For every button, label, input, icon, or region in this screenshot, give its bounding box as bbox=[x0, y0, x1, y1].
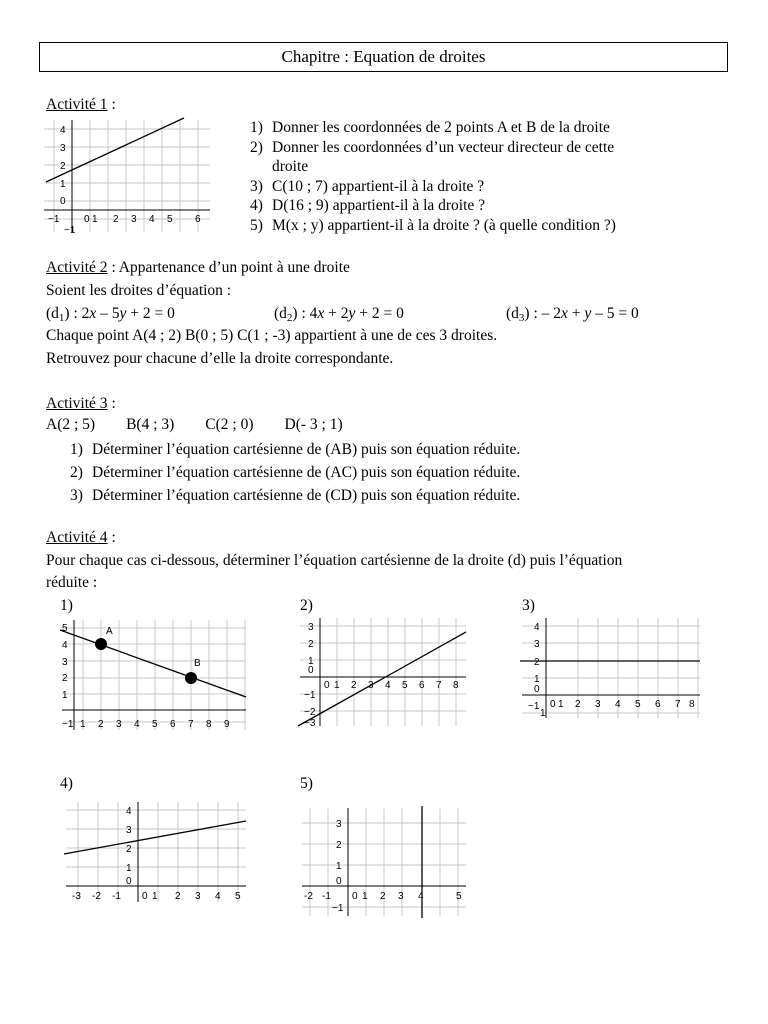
svg-text:0: 0 bbox=[308, 665, 314, 676]
svg-text:−1: −1 bbox=[332, 903, 344, 914]
svg-text:7: 7 bbox=[436, 680, 442, 691]
svg-text:7: 7 bbox=[188, 719, 194, 730]
activity4-line1: Pour chaque cas ci-dessous, déterminer l’équation cartésienne de la droite (d) puis l’équation bbox=[46, 552, 623, 569]
activity2-points: Chaque point A(4 ; 2) B(0 ; 5) C(1 ; -3) appartient à une de ces 3 droites. bbox=[46, 327, 498, 344]
case-label-4: 4) bbox=[60, 775, 73, 792]
svg-text:7: 7 bbox=[675, 699, 681, 710]
activity4-line2: réduite : bbox=[46, 574, 98, 591]
equation-d2: $(d_2)$ : 4x + 2y + 2 = 0 bbox=[274, 305, 404, 324]
svg-text:4: 4 bbox=[534, 622, 540, 633]
svg-text:0: 0 bbox=[60, 196, 66, 207]
svg-text:0: 0 bbox=[126, 876, 132, 887]
svg-text:2: 2 bbox=[336, 840, 342, 851]
graph-case-2 bbox=[296, 616, 468, 728]
svg-text:-2: -2 bbox=[92, 891, 101, 902]
activity2-heading: Activité 2 : Appartenance d’un point à une droite bbox=[46, 259, 350, 276]
svg-text:3: 3 bbox=[308, 622, 314, 633]
svg-text:2: 2 bbox=[62, 673, 68, 684]
question-2-cont: droite bbox=[272, 158, 309, 175]
svg-text:2: 2 bbox=[351, 680, 357, 691]
svg-text:0: 0 bbox=[324, 680, 330, 691]
svg-text:6: 6 bbox=[170, 719, 176, 730]
svg-text:0: 0 bbox=[142, 891, 148, 902]
svg-text:2: 2 bbox=[308, 639, 314, 650]
question-2: 2) Donner les coordonnées d’un vecteur directeur de cette bbox=[250, 138, 615, 156]
svg-text:4: 4 bbox=[615, 699, 621, 710]
svg-text:3: 3 bbox=[534, 639, 540, 650]
line-d bbox=[298, 632, 466, 726]
svg-text:2: 2 bbox=[60, 161, 66, 172]
equation-d3: $(d_3)$ : – 2x + y – 5 = 0 bbox=[506, 305, 639, 324]
svg-text:4: 4 bbox=[418, 891, 424, 902]
page-title: Chapitre : Equation de droites bbox=[39, 42, 728, 72]
svg-text:−1: −1 bbox=[528, 701, 540, 712]
svg-text:−2: −2 bbox=[304, 707, 316, 718]
svg-text:1: 1 bbox=[334, 680, 340, 691]
graph-case-3 bbox=[518, 616, 702, 720]
graph-case-5 bbox=[298, 806, 468, 918]
svg-text:3: 3 bbox=[60, 143, 66, 154]
graph-case-4 bbox=[62, 800, 248, 906]
svg-text:3: 3 bbox=[116, 719, 122, 730]
svg-text:2: 2 bbox=[575, 699, 581, 710]
svg-text:8: 8 bbox=[206, 719, 212, 730]
svg-text:-2: -2 bbox=[304, 891, 313, 902]
svg-text:1: 1 bbox=[540, 708, 546, 719]
svg-text:-3: -3 bbox=[72, 891, 81, 902]
tick-y-4: 4 bbox=[60, 125, 66, 136]
svg-text:1: 1 bbox=[126, 863, 132, 874]
svg-text:3: 3 bbox=[131, 214, 137, 225]
svg-text:−3: −3 bbox=[304, 718, 316, 728]
svg-text:1: 1 bbox=[362, 891, 368, 902]
svg-text:4: 4 bbox=[126, 806, 132, 817]
activity3-points: A(2 ; 5) B(4 ; 3) C(2 ; 0) D(- 3 ; 1) bbox=[46, 416, 343, 433]
svg-text:1: 1 bbox=[152, 891, 158, 902]
svg-text:2: 2 bbox=[175, 891, 181, 902]
svg-text:3: 3 bbox=[368, 680, 374, 691]
svg-text:5: 5 bbox=[635, 699, 641, 710]
line-d bbox=[46, 118, 184, 182]
svg-text:2: 2 bbox=[126, 844, 132, 855]
svg-text:B: B bbox=[194, 658, 201, 669]
svg-text:5: 5 bbox=[402, 680, 408, 691]
activity1-graph bbox=[38, 116, 214, 236]
svg-text:1: 1 bbox=[308, 656, 314, 667]
svg-text:3: 3 bbox=[62, 657, 68, 668]
svg-text:8: 8 bbox=[689, 699, 695, 710]
activity1-heading: Activité 1 : bbox=[46, 96, 116, 113]
activity1-questions bbox=[250, 118, 616, 235]
svg-text:1: 1 bbox=[62, 690, 68, 701]
question-5: 5) M(x ; y) appartient-il à la droite ? (à quelle condition ?) bbox=[250, 216, 616, 234]
grid bbox=[44, 120, 210, 232]
line-d bbox=[60, 630, 246, 697]
svg-text:4: 4 bbox=[134, 719, 140, 730]
question-4: 4) D(16 ; 9) appartient-il à la droite ? bbox=[250, 197, 486, 214]
activity3-questions: 1) Déterminer l’équation cartésienne de (AB) puis son équation réduite. 2) Déterminer l’équation cartésienne de (AC) puis son équation réduite. 3) Déterminer l’équation cartésienne de (CD) puis son équation réduite. bbox=[70, 441, 521, 504]
svg-text:-1: -1 bbox=[322, 891, 331, 902]
svg-text:−1: −1 bbox=[48, 214, 60, 225]
svg-text:5: 5 bbox=[62, 623, 68, 634]
svg-text:1: 1 bbox=[558, 699, 564, 710]
point-B bbox=[185, 672, 197, 684]
svg-text:4: 4 bbox=[149, 214, 155, 225]
svg-text:0: 0 bbox=[534, 684, 540, 695]
svg-text:1: 1 bbox=[336, 861, 342, 872]
svg-text:3: 3 bbox=[195, 891, 201, 902]
svg-text:3: 3 bbox=[126, 825, 132, 836]
svg-text:3: 3 bbox=[336, 819, 342, 830]
svg-text:2: 2 bbox=[98, 719, 104, 730]
svg-text:4: 4 bbox=[215, 891, 221, 902]
svg-text:5: 5 bbox=[235, 891, 241, 902]
svg-text:6: 6 bbox=[195, 214, 201, 225]
question-3: 3) C(10 ; 7) appartient-il à la droite ? bbox=[250, 177, 485, 195]
svg-text:5: 5 bbox=[167, 214, 173, 225]
case-label-5: 5) bbox=[300, 775, 313, 792]
svg-text:6: 6 bbox=[655, 699, 661, 710]
activity2-instruction: Retrouvez pour chacune d’elle la droite correspondante. bbox=[46, 350, 394, 367]
case-label-3: 3) bbox=[522, 597, 535, 614]
svg-text:0: 0 bbox=[352, 891, 358, 902]
svg-text:9: 9 bbox=[224, 719, 230, 730]
graph-case-1 bbox=[58, 618, 248, 732]
svg-text:5: 5 bbox=[152, 719, 158, 730]
svg-text:1: 1 bbox=[80, 719, 86, 730]
equation-d1: $(d_1)$ : 2x – 5y + 2 = 0 bbox=[46, 305, 175, 324]
activity2-intro: Soient les droites d’équation : bbox=[46, 282, 232, 299]
svg-text:−1: −1 bbox=[304, 690, 316, 701]
case-label-2: 2) bbox=[300, 597, 313, 614]
point-A bbox=[95, 638, 107, 650]
svg-text:3: 3 bbox=[398, 891, 404, 902]
svg-text:5: 5 bbox=[456, 891, 462, 902]
svg-text:2: 2 bbox=[113, 214, 119, 225]
line-d bbox=[64, 821, 246, 854]
svg-text:0: 0 bbox=[336, 876, 342, 887]
svg-text:4: 4 bbox=[385, 680, 391, 691]
svg-text:2: 2 bbox=[380, 891, 386, 902]
svg-text:0: 0 bbox=[550, 699, 556, 710]
svg-text:A: A bbox=[106, 626, 113, 637]
svg-text:2: 2 bbox=[534, 657, 540, 668]
svg-text:4: 4 bbox=[62, 640, 68, 651]
svg-text:1: 1 bbox=[92, 214, 98, 225]
svg-text:3: 3 bbox=[595, 699, 601, 710]
svg-text:-1: -1 bbox=[112, 891, 121, 902]
case-label-1: 1) bbox=[60, 597, 73, 614]
svg-text:1: 1 bbox=[60, 179, 66, 190]
svg-text:8: 8 bbox=[453, 680, 459, 691]
activity3-heading: Activité 3 : bbox=[46, 395, 116, 412]
svg-text:−1: −1 bbox=[64, 225, 76, 236]
svg-text:1: 1 bbox=[534, 674, 540, 685]
svg-text:6: 6 bbox=[419, 680, 425, 691]
svg-text:0: 0 bbox=[84, 214, 90, 225]
activity4-heading: Activité 4 : bbox=[46, 529, 116, 546]
question-1: 1) Donner les coordonnées de 2 points A et B de la droite bbox=[250, 119, 610, 136]
svg-text:−1: −1 bbox=[62, 719, 74, 730]
